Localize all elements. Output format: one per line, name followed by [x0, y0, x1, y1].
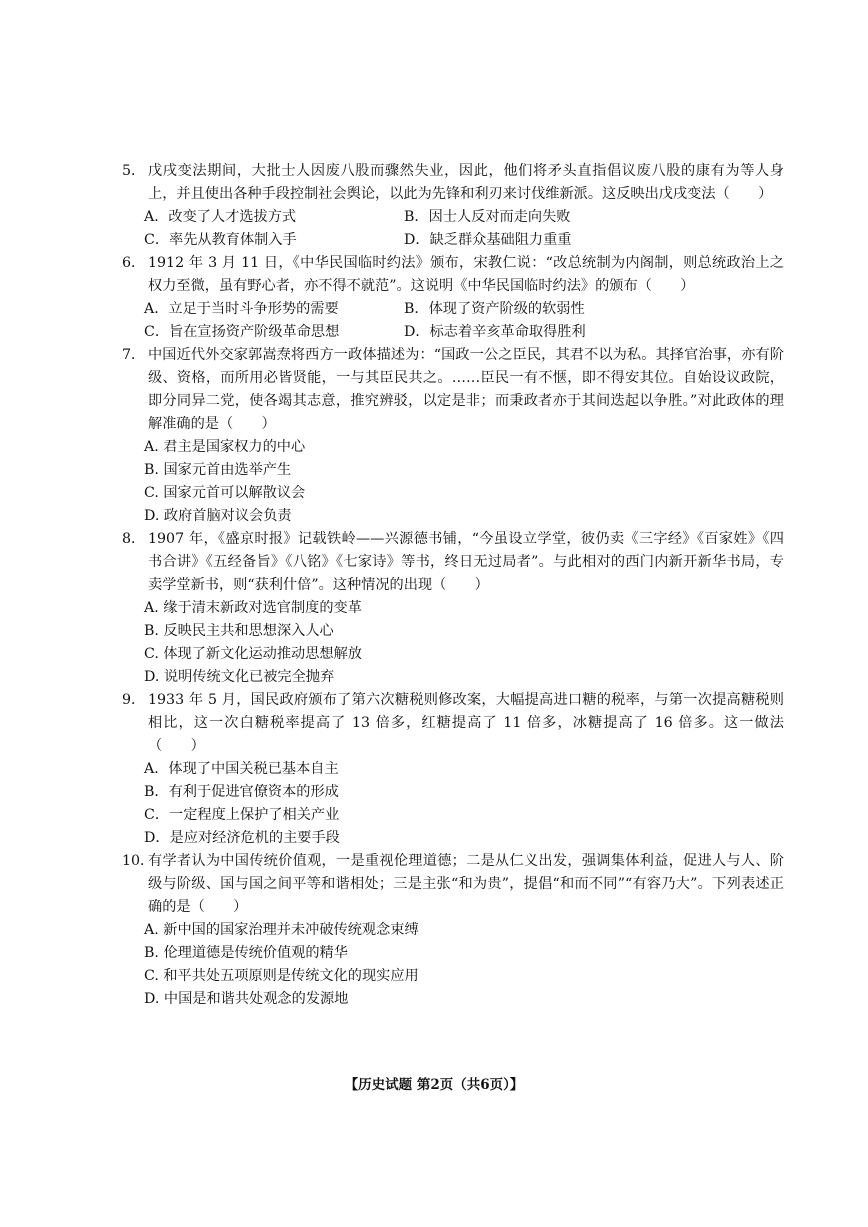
question-number: 10． — [122, 853, 155, 869]
question-stem: 1933 年 5 月，国民政府颁布了第六次糖税则修改案，大幅提高进口糖的税率，与第一次提高糖税则相比，这一次白糖税率提高了 13 倍多，红糖提高了 11 倍多，冰糖提高了 16 倍多。这一做法（ ） — [148, 692, 784, 754]
question-stem: 有学者认为中国传统价值观，一是重视伦理道德；二是从仁义出发，强调集体利益，促进人与人、阶级与阶级、国与国之间平等和谐相处；三是主张“和为贵”，提倡“和而不同”“有容乃大”。下列表述正确的是（ ） — [148, 853, 784, 915]
question-number: 9． — [122, 692, 146, 708]
question-list — [122, 160, 784, 1011]
question-5 — [122, 160, 784, 252]
option-a: A．改变了人才选拔方式 — [144, 209, 297, 225]
option-a: A. 新中国的国家治理并未冲破传统观念束缚 — [144, 922, 419, 938]
option-b: B. 伦理道德是传统价值观的精华 — [144, 945, 348, 961]
options — [122, 298, 784, 344]
options — [122, 597, 784, 689]
option-a: A．体现了中国关税已基本自主 — [144, 761, 339, 777]
question-number: 8． — [122, 531, 146, 547]
option-d: D. 政府首脑对议会负责 — [144, 508, 292, 524]
option-c: C．率先从教育体制入手 — [144, 232, 297, 248]
options — [122, 758, 784, 850]
question-stem: 1912 年 3 月 11 日，《中华民国临时约法》颁布，宋教仁说：“改总统制为内阁制，则总统政治上之权力至微，虽有野心者，亦不得不就范”。这说明《中华民国临时约法》的颁布（ ） — [148, 255, 784, 294]
option-d: D. 说明传统文化已被完全抛弃 — [144, 669, 335, 685]
options — [122, 919, 784, 1011]
question-number: 6． — [122, 255, 146, 271]
question-number: 7． — [122, 347, 146, 363]
question-8 — [122, 528, 784, 689]
page-footer: 【历史试题 第2页（共6页）】 — [344, 1077, 524, 1093]
option-a: A．立足于当时斗争形势的需要 — [144, 301, 339, 317]
option-d: D．是应对经济危机的主要手段 — [144, 830, 340, 846]
option-c: C．一定程度上保护了相关产业 — [144, 807, 340, 823]
option-b: B．因士人反对而走向失败 — [404, 209, 571, 225]
question-stem: 戊戌变法期间，大批士人因废八股而骤然失业，因此，他们将矛头直指倡议废八股的康有为等人身上，并且使出各种手段控制社会舆论，以此为先锋和利刃来讨伐维新派。这反映出戊戌变法（ ） — [148, 163, 784, 202]
question-number: 5． — [122, 163, 146, 179]
question-10 — [122, 850, 784, 1011]
option-c: C. 和平共处五项原则是传统文化的现实应用 — [144, 968, 419, 984]
option-d: D．缺乏群众基础阻力重重 — [404, 232, 572, 248]
option-b: B. 反映民主共和思想深入人心 — [144, 623, 334, 639]
option-c: C. 国家元首可以解散议会 — [144, 485, 306, 501]
option-b: B．体现了资产阶级的软弱性 — [404, 301, 585, 317]
question-7 — [122, 344, 784, 528]
option-b: B．有利于促进官僚资本的形成 — [144, 784, 339, 800]
option-b: B. 国家元首由选举产生 — [144, 462, 292, 478]
option-d: D. 中国是和谐共处观念的发源地 — [144, 991, 349, 1007]
option-c: C. 体现了新文化运动推动思想解放 — [144, 646, 362, 662]
option-d: D．标志着辛亥革命取得胜利 — [404, 324, 586, 340]
options — [122, 436, 784, 528]
option-c: C．旨在宣扬资产阶级革命思想 — [144, 324, 340, 340]
question-9 — [122, 689, 784, 850]
options — [122, 206, 784, 252]
question-stem: 中国近代外交家郭嵩焘将西方一政体描述为：“国政一公之臣民，其君不以为私。其择官治事，亦有阶级、资格，而所用必皆贤能，一与其臣民共之。……臣民一有不惬，即不得安其位。自始设议政院，即分同异二党，使各竭其志意，推究辨驳，以定是非；而秉政者亦于其间迭起以争胜。”对此政体的理解准确的是（ ） — [148, 347, 784, 432]
question-stem: 1907 年，《盛京时报》记载铁岭——兴源德书铺，“今虽设立学堂，彼仍卖《三字经》《百家姓》《四书合讲》《五经备旨》《八铭》《七家诗》等书，终日无过局者”。与此相对的西门内新开新华书局，专卖学堂新书，则“获利什倍”。这种情况的出现（ ） — [148, 531, 784, 593]
question-6 — [122, 252, 784, 344]
option-a: A. 君主是国家权力的中心 — [144, 439, 306, 455]
option-a: A. 缘于清末新政对选官制度的变革 — [144, 600, 362, 616]
